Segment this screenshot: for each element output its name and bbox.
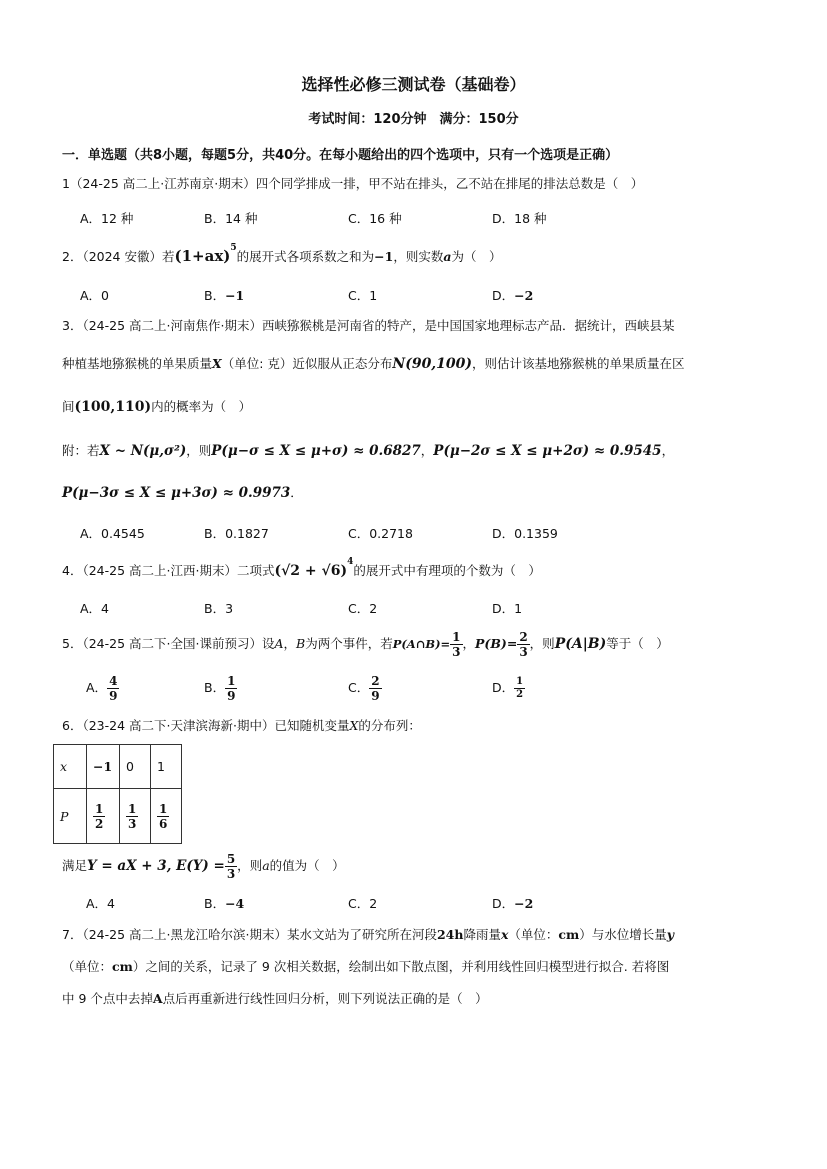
q1-option-c: C．16 种 bbox=[348, 211, 402, 226]
q5-option-c-num: 2 bbox=[371, 674, 380, 688]
q6-cond-mid: ，则 bbox=[237, 858, 263, 873]
q2-option-d-value: −2 bbox=[514, 288, 534, 303]
q4-option-a: A．4 bbox=[80, 601, 110, 616]
table-row bbox=[54, 789, 182, 844]
q5-option-a bbox=[86, 674, 119, 703]
q3-note-pre: 附：若 bbox=[62, 443, 100, 458]
fraction-den: 2 bbox=[95, 816, 104, 831]
fraction-den: 6 bbox=[159, 816, 168, 831]
q6-option-a: A．4 bbox=[86, 896, 116, 911]
q5-var-a: A bbox=[274, 636, 284, 651]
fraction-den: 3 bbox=[128, 816, 137, 831]
distribution-table bbox=[53, 744, 182, 844]
q7-l2-unit: cm bbox=[112, 959, 133, 974]
table-fraction bbox=[157, 802, 169, 831]
table-cell bbox=[87, 789, 120, 844]
q5-option-b-fraction bbox=[225, 674, 237, 703]
q2-post: ，则实数 bbox=[393, 249, 444, 265]
q6-cond-post: 的值为（ ） bbox=[269, 858, 345, 873]
q3-l2-var: X bbox=[212, 356, 222, 371]
q7-l3-point: A bbox=[152, 991, 163, 1006]
table-cell: −1 bbox=[87, 745, 120, 789]
q7-l1-post: ）与水位增长量 bbox=[579, 927, 667, 942]
q5-option-d bbox=[492, 676, 525, 701]
q4-expression: (√2 + √6) bbox=[274, 563, 348, 580]
q6-cond-num: 5 bbox=[226, 852, 236, 866]
question-7-line-3 bbox=[62, 989, 488, 1009]
q5-option-a-label: A． bbox=[86, 680, 108, 695]
q5-post: 等于（ ） bbox=[606, 636, 669, 651]
q7-l1-period: 24h bbox=[436, 927, 464, 942]
q5-option-b-num: 1 bbox=[227, 674, 236, 688]
q6-option-c: C．2 bbox=[348, 896, 378, 911]
q5-sep: ， bbox=[283, 636, 296, 651]
q5-option-b-den: 9 bbox=[227, 689, 236, 703]
q3-l2-post: ，则估计该基地猕猴桃的单果质量在区 bbox=[472, 356, 685, 371]
q5-mid: 为两个事件，若 bbox=[305, 636, 393, 651]
q3-note-p3: P(μ−3σ ≤ X ≤ μ+3σ) ≈ 0.9973 bbox=[62, 485, 291, 501]
table-row bbox=[54, 745, 182, 789]
q3-option-b: B．0.1827 bbox=[204, 526, 269, 541]
q4-option-d: D．1 bbox=[492, 601, 523, 616]
q5-option-a-num: 4 bbox=[109, 674, 118, 688]
q7-l1-pre: 7．（24-25 高二上·黑龙江哈尔滨·期末）某水文站为了研究所在河段 bbox=[62, 927, 437, 942]
question-3-note-2 bbox=[62, 483, 303, 503]
q2-option-b-value: −1 bbox=[225, 288, 245, 303]
q5-pb-den: 3 bbox=[519, 645, 528, 659]
question-5-stem bbox=[62, 630, 669, 659]
q2-value: −1 bbox=[374, 249, 394, 265]
q5-option-c-fraction bbox=[369, 674, 381, 703]
q7-l1-y: y bbox=[666, 927, 675, 942]
q3-l2-dist: N(90,100) bbox=[392, 356, 473, 372]
q7-l2-post: ）之间的关系，记录了 9 次相关数据，绘制出如下散点图，并利用线性回归模型进行拟合. 若将图 bbox=[132, 959, 670, 974]
table-fraction bbox=[93, 802, 105, 831]
q2-option-c: C．1 bbox=[348, 288, 378, 303]
q2-expression: (1+ax) bbox=[174, 247, 231, 266]
q7-l1-unit-pre: （单位： bbox=[508, 927, 559, 942]
q7-l1-mid: 降雨量 bbox=[463, 927, 501, 942]
q1-option-b: B．14 种 bbox=[204, 211, 258, 226]
question-7-line-1 bbox=[62, 925, 674, 945]
q5-option-c-label: C． bbox=[348, 680, 370, 695]
fraction-num: 1 bbox=[159, 801, 168, 816]
q5-option-b bbox=[204, 674, 237, 703]
q2-exponent: 5 bbox=[230, 243, 237, 253]
q5-pab-den: 3 bbox=[452, 645, 461, 659]
q7-l2-pre: （单位： bbox=[62, 959, 113, 974]
q3-note-comma2: ， bbox=[661, 443, 675, 458]
q6-var: X bbox=[349, 718, 359, 733]
q4-option-b: B．3 bbox=[204, 601, 234, 616]
q2-end: 为（ ） bbox=[451, 249, 502, 265]
q6-cond-expr: Y = aX + 3, E(Y) = bbox=[87, 858, 225, 874]
q2-mid: 的展开式各项系数之和为 bbox=[236, 249, 375, 265]
table-header-p: P bbox=[54, 789, 87, 844]
q5-pre: 5．（24-25 高二下·全国·课前预习）设 bbox=[62, 636, 275, 651]
q5-pb-num: 2 bbox=[519, 630, 528, 644]
fraction-num: 1 bbox=[95, 801, 104, 816]
q3-l3-interval: (100,110) bbox=[74, 399, 152, 415]
q3-note-period: ． bbox=[290, 485, 303, 500]
q7-l3-pre: 中 9 个点中去掉 bbox=[62, 991, 153, 1006]
q6-cond-pre: 满足 bbox=[62, 858, 88, 873]
q3-note-p1: P(μ−σ ≤ X ≤ μ+σ) ≈ 0.6827 bbox=[211, 443, 421, 459]
q3-note-dist: X ~ N(μ,σ²) bbox=[99, 443, 187, 459]
q5-option-d-num: 1 bbox=[516, 676, 524, 687]
question-7-line-2 bbox=[62, 957, 669, 977]
q6-cond-var: a bbox=[262, 858, 270, 873]
q7-l1-unit: cm bbox=[558, 927, 580, 942]
q3-option-d: D．0.1359 bbox=[492, 526, 558, 541]
question-6-stem bbox=[62, 716, 421, 736]
q1-option-d: D．18 种 bbox=[492, 211, 547, 226]
table-header-x: x bbox=[54, 745, 87, 789]
q5-pab-lhs: P(A∩B)= bbox=[392, 637, 451, 651]
q5-then: ，则 bbox=[529, 636, 555, 651]
table-fraction bbox=[126, 802, 138, 831]
q3-note-p2: P(μ−2σ ≤ X ≤ μ+2σ) ≈ 0.9545 bbox=[433, 443, 662, 459]
q4-option-c: C．2 bbox=[348, 601, 378, 616]
q6-option-d-label: D． bbox=[492, 896, 515, 911]
q5-option-a-fraction bbox=[107, 674, 119, 703]
q5-option-d-label: D． bbox=[492, 680, 515, 695]
q6-option-b bbox=[204, 894, 244, 912]
exam-info: 考试时间：120分钟 满分：150分 bbox=[308, 112, 519, 127]
table-cell: 1 bbox=[151, 745, 182, 789]
q4-pre: 4．（24-25 高二上·江西·期末）二项式 bbox=[62, 563, 275, 579]
q2-option-d-label: D． bbox=[492, 288, 515, 303]
q5-pab-num: 1 bbox=[452, 630, 461, 644]
q5-option-b-label: B． bbox=[204, 680, 226, 695]
q2-option-a: A．0 bbox=[80, 288, 110, 303]
q5-option-c-den: 9 bbox=[371, 689, 380, 703]
q6-post: 的分布列： bbox=[358, 718, 421, 733]
question-3-line-2 bbox=[62, 354, 685, 374]
q4-post: 的展开式中有理项的个数为（ ） bbox=[353, 563, 541, 579]
q4-exponent: 4 bbox=[347, 557, 354, 567]
q3-note-mid: ，则 bbox=[186, 443, 212, 458]
q7-l3-post: 点后再重新进行线性回归分析，则下列说法正确的是（ ） bbox=[162, 991, 488, 1006]
question-3-line-3 bbox=[62, 397, 251, 417]
q5-pab-fraction bbox=[450, 630, 462, 659]
q3-l3-post: 内的概率为（ ） bbox=[151, 399, 252, 414]
q5-option-d-den: 2 bbox=[516, 689, 524, 700]
question-4-stem bbox=[62, 558, 541, 581]
q5-pb-fraction bbox=[517, 630, 529, 659]
q3-note-comma: ， bbox=[420, 443, 434, 458]
question-6-condition bbox=[62, 852, 345, 881]
q3-option-c: C．0.2718 bbox=[348, 526, 413, 541]
q6-option-d bbox=[492, 894, 533, 912]
q5-comma: ， bbox=[462, 636, 476, 651]
q5-conditional: P(A|B) bbox=[554, 636, 607, 652]
q3-l3-pre: 间 bbox=[62, 399, 75, 414]
section-heading: 一．单选题（共8小题，每题5分，共40分。在每小题给出的四个选项中，只有一个选项是正确） bbox=[62, 148, 619, 163]
q7-l1-x: x bbox=[500, 927, 509, 942]
q2-option-b bbox=[204, 286, 244, 304]
q5-var-b: B bbox=[296, 636, 306, 651]
q5-option-c bbox=[348, 674, 382, 703]
q2-option-d bbox=[492, 286, 533, 304]
table-cell bbox=[151, 789, 182, 844]
q3-option-a: A．0.4545 bbox=[80, 526, 145, 541]
question-1-stem: 1（24-25 高二上·江苏南京·期末）四个同学排成一排，甲不站在排头，乙不站在排尾的排法总数是（ ） bbox=[62, 176, 644, 191]
q6-cond-fraction bbox=[225, 852, 237, 881]
q2-option-b-label: B． bbox=[204, 288, 226, 303]
q5-option-d-fraction bbox=[514, 676, 525, 701]
question-2-stem bbox=[62, 244, 501, 267]
q5-pb-lhs: P(B)= bbox=[475, 636, 518, 651]
q1-option-a: A．12 种 bbox=[80, 211, 134, 226]
q6-option-b-value: −4 bbox=[225, 896, 245, 911]
q6-option-b-label: B． bbox=[204, 896, 226, 911]
q2-variable: a bbox=[443, 249, 452, 265]
table-cell bbox=[120, 789, 151, 844]
q3-l2-mid: （单位: 克）近似服从正态分布 bbox=[221, 356, 393, 371]
q2-pre: 2．（2024 安徽）若 bbox=[62, 249, 175, 265]
q5-option-a-den: 9 bbox=[109, 689, 118, 703]
page-title: 选择性必修三测试卷（基础卷） bbox=[301, 75, 526, 94]
fraction-num: 1 bbox=[128, 801, 137, 816]
q6-option-d-value: −2 bbox=[514, 896, 534, 911]
question-3-note bbox=[62, 441, 674, 461]
q3-l2-pre: 种植基地猕猴桃的单果质量 bbox=[62, 356, 213, 371]
question-3-line-1: 3．（24-25 高二上·河南焦作·期末）西峡猕猴桃是河南省的特产，是中国国家地理标志产品．据统计，西峡县某 bbox=[62, 318, 675, 333]
q6-pre: 6．（23-24 高二下·天津滨海新·期中）已知随机变量 bbox=[62, 718, 350, 733]
table-cell: 0 bbox=[120, 745, 151, 789]
q6-cond-den: 3 bbox=[226, 867, 236, 881]
